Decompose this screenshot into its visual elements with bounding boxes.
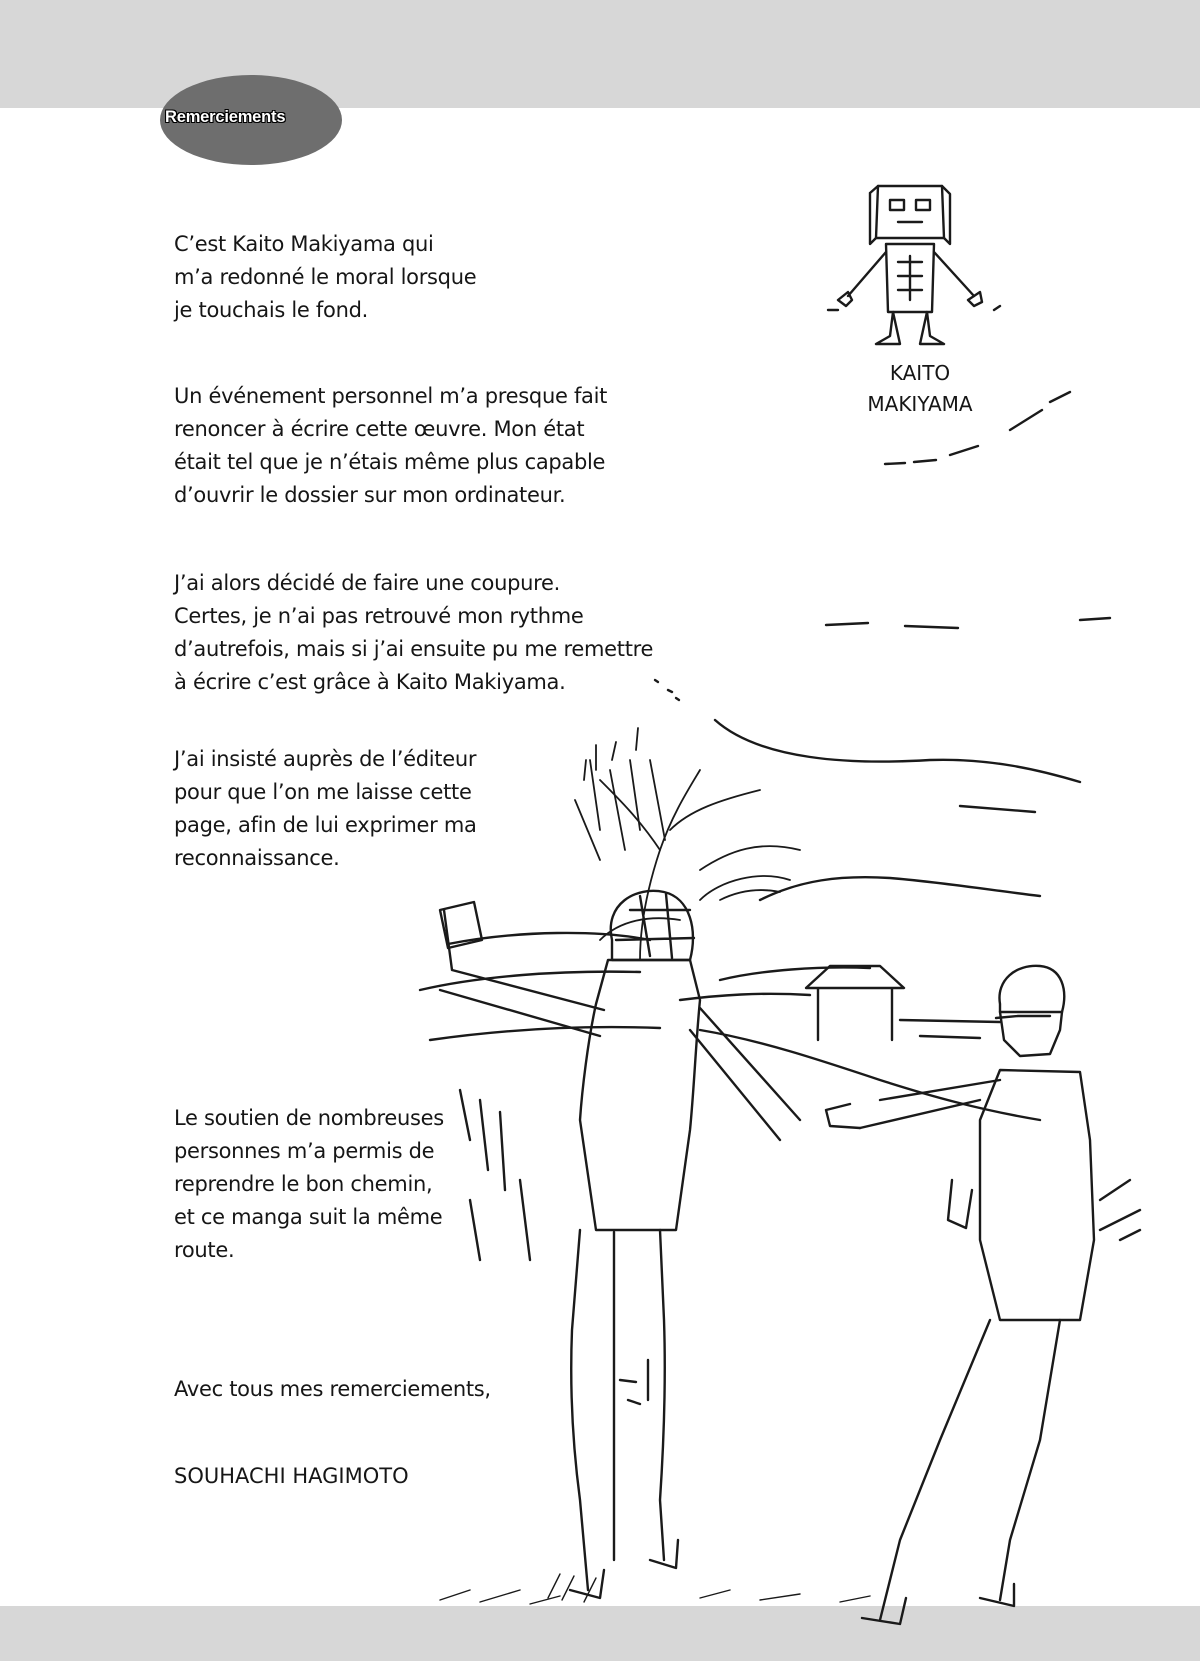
text-line: et ce manga suit la même: [174, 1205, 443, 1229]
paragraph-3: [174, 567, 653, 699]
text-line: m’a redonné le moral lorsque: [174, 265, 477, 289]
text-line: Le soutien de nombreuses: [174, 1106, 444, 1130]
text-line: pour que l’on me laisse cette: [174, 780, 472, 804]
figure-right-icon: [826, 966, 1140, 1624]
text-line: J’ai alors décidé de faire une coupure.: [174, 571, 561, 595]
text-line: C’est Kaito Makiyama qui: [174, 232, 434, 256]
text-line: renoncer à écrire cette œuvre. Mon état: [174, 417, 585, 441]
text-line: page, afin de lui exprimer ma: [174, 813, 477, 837]
robot-mascot-icon: [828, 186, 1000, 344]
figure-left-icon: [440, 891, 800, 1598]
text-line: d’autrefois, mais si j’ai ensuite pu me remettre: [174, 637, 654, 661]
text-line: reconnaissance.: [174, 846, 340, 870]
closing-line: [174, 1373, 491, 1406]
section-badge-label: Remerciements: [165, 108, 286, 126]
text-line: reprendre le bon chemin,: [174, 1172, 433, 1196]
paragraph-5: [174, 1102, 444, 1267]
text-line: je touchais le fond.: [174, 298, 368, 322]
paragraph-2: [174, 380, 607, 512]
tree-icon: [575, 728, 800, 960]
text-line: était tel que je n’étais même plus capable: [174, 450, 606, 474]
text-line: Certes, je n’ai pas retrouvé mon rythme: [174, 604, 584, 628]
text-line: d’ouvrir le dossier sur mon ordinateur.: [174, 483, 566, 507]
robot-caption: [850, 358, 990, 420]
text-line: J’ai insisté auprès de l’éditeur: [174, 747, 477, 771]
text-line: Avec tous mes remerciements,: [174, 1377, 491, 1401]
robot-caption-line: MAKIYAMA: [867, 392, 973, 416]
paragraph-4: [174, 743, 477, 875]
author-signature: SOUHACHI HAGIMOTO: [174, 1464, 409, 1488]
text-line: Un événement personnel m’a presque fait: [174, 384, 608, 408]
text-line: à écrire c’est grâce à Kaito Makiyama.: [174, 670, 566, 694]
text-line: route.: [174, 1238, 235, 1262]
robot-caption-line: KAITO: [889, 361, 951, 385]
paragraph-1: [174, 228, 476, 327]
text-line: personnes m’a permis de: [174, 1139, 435, 1163]
